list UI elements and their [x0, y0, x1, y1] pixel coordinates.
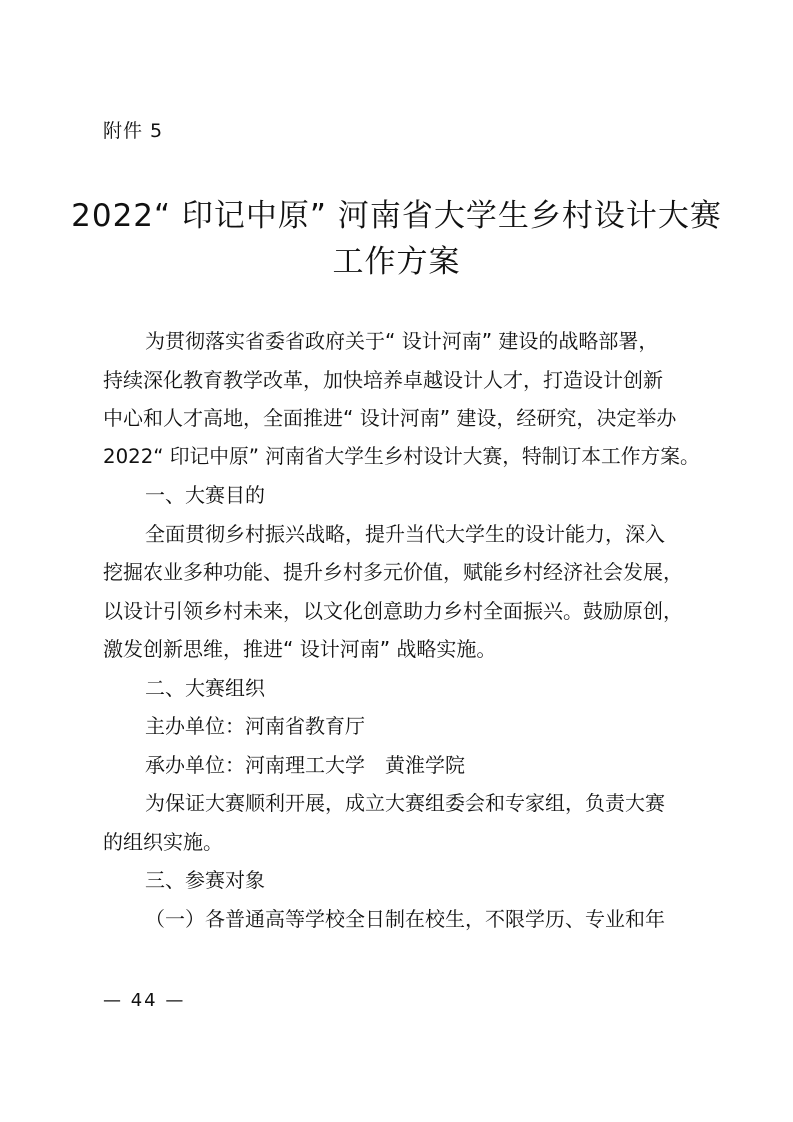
paragraph-line: 为保证大赛顺利开展，成立大赛组委会和专家组，负责大赛: [145, 791, 665, 815]
paragraph-line: 为贯彻落实省委省政府关于“ 设计河南” 建设的战略部署，: [145, 329, 659, 353]
paragraph-line: 激发创新思维，推进“ 设计河南” 战略实施。: [103, 637, 497, 661]
host-unit-line: 主办单位：河南省教育厅: [145, 714, 365, 738]
paragraph-line: 2022“ 印记中原” 河南省大学生乡村设计大赛，特制订本工作方案。: [103, 444, 700, 468]
paragraph-line: 以设计引领乡村未来，以文化创意助力乡村全面振兴。鼓励原创，: [103, 598, 683, 623]
document-title-line-2: 工作方案: [332, 244, 461, 280]
paragraph-line: 持续深化教育教学改革，加快培养卓越设计人才，打造设计创新: [103, 367, 663, 392]
document-title-line-1: 2022“ 印记中原” 河南省大学生乡村设计大赛: [71, 198, 722, 234]
document-body: [103, 322, 703, 938]
paragraph-line: 挖掘农业多种功能、提升乡村多元价值，赋能乡村经济社会发展，: [103, 560, 683, 584]
organizer-unit-line: 承办单位：河南理工大学 黄淮学院: [145, 752, 465, 777]
section-heading-participants: 三、参赛对象: [145, 868, 265, 892]
paragraph-line: 全面贯彻乡村振兴战略，提升当代大学生的设计能力，深入: [145, 521, 665, 546]
paragraph-line: 的组织实施。: [103, 829, 223, 854]
section-heading-purpose: 一、大赛目的: [145, 483, 265, 507]
paragraph-line: 中心和人才高地，全面推进“ 设计河南” 建设，经研究，决定举办: [103, 406, 677, 430]
page-number: — 44 —: [103, 990, 186, 1011]
paragraph-line: （一）各普通高等学校全日制在校生，不限学历、专业和年: [145, 906, 665, 931]
section-heading-organization: 二、大赛组织: [145, 675, 265, 700]
attachment-label: 附件 5: [103, 120, 164, 142]
